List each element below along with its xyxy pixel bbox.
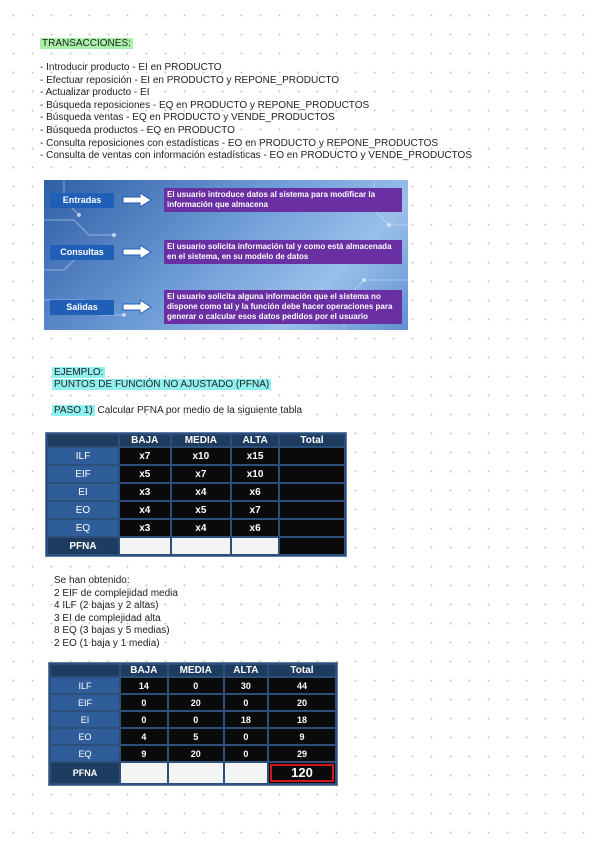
table-cell: x6	[232, 484, 278, 500]
table-cell: x7	[232, 502, 278, 518]
table-cell: 14	[121, 678, 167, 693]
total-cell: 44	[269, 678, 335, 693]
pfna-subtitle: PUNTOS DE FUNCIÓN NO AJUSTADO (PFNA)	[54, 379, 270, 390]
consultas-description: El usuario solicita información tal y como está almacenada en el sistema, en su modelo de datos	[164, 240, 402, 264]
table-cell: x7	[120, 448, 170, 464]
total-cell: 9	[269, 729, 335, 744]
table-cell: 0	[225, 695, 267, 710]
list-item: 3 EI de complejidad alta	[54, 612, 161, 624]
table-cell: 30	[225, 678, 267, 693]
ejemplo-title: EJEMPLO:	[54, 367, 104, 378]
table-row	[48, 502, 344, 518]
pfna-label: PFNA	[51, 763, 119, 783]
table-cell: 5	[169, 729, 223, 744]
salidas-description: El usuario solicita alguna información que el sistema no dispone como tal y la función debe hacer operaciones para generar o calcular esos datos pedidos por el usuario	[164, 290, 402, 324]
column-header: ALTA	[225, 665, 267, 676]
table-cell: 0	[225, 746, 267, 761]
column-header: BAJA	[121, 665, 167, 676]
column-header: MEDIA	[172, 435, 231, 446]
row-label: EI	[48, 484, 118, 500]
list-item: - Introducir producto - EI en PRODUCTO	[40, 62, 222, 73]
row-label: ILF	[51, 678, 119, 693]
arrow-right-icon	[122, 193, 152, 207]
total-cell: 20	[269, 695, 335, 710]
table-row	[48, 484, 344, 500]
table-cell	[232, 538, 278, 554]
table-cell	[169, 763, 223, 783]
table-cell: 18	[225, 712, 267, 727]
column-header: MEDIA	[169, 665, 223, 676]
table-cell: x5	[172, 502, 231, 518]
total-cell	[280, 538, 344, 554]
table-cell: 0	[169, 712, 223, 727]
total-cell	[280, 466, 344, 482]
table-header-row	[48, 435, 344, 446]
table-cell: x4	[120, 502, 170, 518]
arrow-right-icon	[122, 245, 152, 259]
obtenido-title: Se han obtenido:	[54, 575, 130, 586]
column-header: Total	[269, 665, 335, 676]
list-item: - Efectuar reposición - EI en PRODUCTO y REPONE_PRODUCTO	[40, 74, 340, 86]
salidas-label: Salidas	[50, 300, 114, 315]
table-cell: x7	[172, 466, 231, 482]
row-label: EO	[51, 729, 119, 744]
table-cell: 20	[169, 695, 223, 710]
table-header-row	[51, 665, 335, 676]
table-cell: 0	[169, 678, 223, 693]
paso-label: PASO 1)	[54, 405, 93, 416]
weights-table	[45, 432, 347, 557]
total-cell	[280, 502, 344, 518]
table-cell: 9	[121, 746, 167, 761]
row-label: EIF	[51, 695, 119, 710]
table-footer-row	[48, 538, 344, 554]
list-item: 2 EIF de complejidad media	[54, 587, 178, 599]
transacciones-title: TRANSACCIONES:	[42, 38, 131, 49]
table-cell: x10	[172, 448, 231, 464]
column-header: BAJA	[120, 435, 170, 446]
paso-1	[52, 405, 302, 418]
results-table	[48, 662, 338, 786]
table-cell: x4	[172, 484, 231, 500]
table-cell	[172, 538, 231, 554]
total-cell	[269, 763, 335, 783]
table-cell: x10	[232, 466, 278, 482]
table-row	[51, 729, 335, 744]
row-label: EO	[48, 502, 118, 518]
list-item: 4 ILF (2 bajas y 2 altas)	[54, 600, 159, 612]
entradas-description: El usuario introduce datos al sistema para modificar la información que almacena	[164, 188, 402, 212]
paso-text: Calcular PFNA por medio de la siguiente tabla	[94, 405, 303, 416]
total-cell	[280, 448, 344, 464]
column-header: Total	[280, 435, 344, 446]
column-header: ALTA	[232, 435, 278, 446]
total-cell: 29	[269, 746, 335, 761]
table-row	[51, 746, 335, 761]
row-label: EI	[51, 712, 119, 727]
table-cell: x6	[232, 520, 278, 536]
row-label: EIF	[48, 466, 118, 482]
table-row	[51, 678, 335, 693]
table-row	[48, 448, 344, 464]
table-cell: x3	[120, 484, 170, 500]
table-cell: x5	[120, 466, 170, 482]
function-types-banner	[44, 180, 408, 330]
table-row	[51, 695, 335, 710]
transacciones-list	[40, 62, 472, 163]
table-cell: x3	[120, 520, 170, 536]
table-row	[51, 712, 335, 727]
column-header	[51, 665, 119, 676]
entradas-label: Entradas	[50, 193, 114, 208]
table-cell: 20	[169, 746, 223, 761]
obtenido-list	[54, 575, 178, 651]
row-label: EQ	[51, 746, 119, 761]
arrow-right-icon	[122, 300, 152, 314]
list-item: 2 EO (1 baja y 1 media)	[54, 637, 160, 649]
table-cell	[225, 763, 267, 783]
list-item: - Búsqueda reposiciones - EQ en PRODUCTO y REPONE_PRODUCTOS	[40, 99, 370, 111]
row-label: ILF	[48, 448, 118, 464]
consultas-label: Consultas	[50, 245, 114, 260]
total-cell	[280, 520, 344, 536]
table-row	[48, 520, 344, 536]
list-item: - Búsqueda productos - EQ en PRODUCTO	[40, 124, 235, 136]
pfna-label: PFNA	[48, 538, 118, 554]
total-cell: 18	[269, 712, 335, 727]
list-item: - Consulta de ventas con información estadísticas - EO en PRODUCTO y VENDE_PRODUCTOS	[40, 150, 473, 162]
row-label: EQ	[48, 520, 118, 536]
table-cell: x4	[172, 520, 231, 536]
table-cell: 0	[121, 712, 167, 727]
list-item: - Actualizar producto - EI	[40, 87, 150, 99]
table-cell: x15	[232, 448, 278, 464]
table-cell: 0	[121, 695, 167, 710]
list-item: 8 EQ (3 bajas y 5 medias)	[54, 625, 170, 637]
table-row	[48, 466, 344, 482]
table-cell: 4	[121, 729, 167, 744]
table-cell: 0	[225, 729, 267, 744]
column-header	[48, 435, 118, 446]
pfna-total: 120	[270, 764, 334, 782]
table-cell	[121, 763, 167, 783]
table-footer-row	[51, 763, 335, 783]
list-item: - Búsqueda ventas - EQ en PRODUCTO y VENDE_PRODUCTOS	[40, 112, 335, 124]
total-cell	[280, 484, 344, 500]
list-item: - Consulta reposiciones con estadísticas - EO en PRODUCTO y REPONE_PRODUCTOS	[40, 137, 439, 149]
table-cell	[120, 538, 170, 554]
